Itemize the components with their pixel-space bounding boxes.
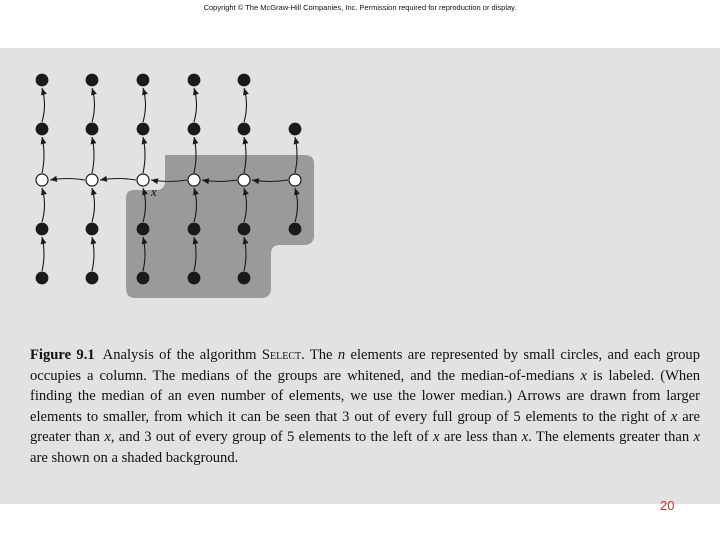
element-node	[86, 272, 98, 284]
element-node	[188, 272, 200, 284]
median-node	[36, 174, 48, 186]
caption-text: . The elements greater than	[528, 429, 694, 445]
element-node	[289, 123, 301, 135]
element-node	[36, 74, 48, 86]
element-node	[86, 123, 98, 135]
median-node	[188, 174, 200, 186]
median-node	[137, 174, 149, 186]
element-node	[238, 123, 250, 135]
element-node	[137, 223, 149, 235]
element-node	[289, 223, 301, 235]
caption-variable: n	[337, 347, 346, 363]
caption-text: are greater than	[30, 408, 701, 445]
arrow	[143, 88, 146, 122]
median-node	[86, 174, 98, 186]
element-node	[188, 74, 200, 86]
arrow	[42, 237, 44, 271]
arrow	[42, 88, 45, 122]
caption-variable: x	[433, 429, 440, 445]
arrow	[42, 137, 44, 173]
element-node	[36, 223, 48, 235]
element-node	[137, 123, 149, 135]
element-node	[238, 272, 250, 284]
arrow	[92, 188, 95, 222]
element-node	[36, 123, 48, 135]
element-node	[188, 223, 200, 235]
element-node	[86, 74, 98, 86]
arrow	[100, 179, 136, 181]
element-node	[86, 223, 98, 235]
element-node	[36, 272, 48, 284]
caption-text: elements are represented by small circles, and each group occupies a column. The medians of the groups are whitened, and the median-of-medians	[30, 347, 701, 384]
caption-text: are shown on a shaded background.	[30, 449, 239, 466]
arrow	[92, 88, 95, 122]
element-node	[238, 223, 250, 235]
arrow	[244, 88, 247, 122]
copyright-notice: Copyright © The McGraw-Hill Companies, Inc. Permission required for reproduction or display.	[203, 3, 517, 12]
arrow	[194, 88, 197, 122]
element-node	[238, 74, 250, 86]
caption-variable: x	[670, 408, 678, 425]
arrow	[92, 137, 94, 173]
caption-variable: x	[521, 429, 529, 445]
median-node	[238, 174, 250, 186]
page-number: 20	[660, 498, 675, 513]
element-node	[188, 123, 200, 135]
median-node	[289, 174, 301, 186]
caption-text: , and 3 out of every group of 5 elements to the left of	[110, 429, 434, 445]
element-node	[137, 272, 149, 284]
caption-variable: x	[580, 367, 587, 384]
median-of-medians-label: x	[151, 184, 157, 199]
arrow	[143, 137, 145, 173]
arrow	[50, 179, 85, 181]
figure-caption	[30, 345, 700, 468]
caption-text: is labeled. (When finding the median of an even number of elements, we use the lower median.) Arrows are drawn from larger elements to smaller, from which it can be seen that 3 out of every full group of 5 elements to the right of	[30, 367, 701, 425]
shaded-region	[126, 155, 314, 298]
caption-text: are less than	[439, 429, 522, 445]
caption-variable: x	[693, 429, 700, 445]
caption-text: Analysis of the algorithm	[102, 347, 262, 363]
algorithm-name: Select	[261, 347, 302, 363]
element-node	[137, 74, 149, 86]
figure-label: Figure 9.1	[30, 347, 95, 363]
arrow	[42, 188, 45, 222]
caption-text: . The	[301, 347, 338, 363]
arrow	[92, 237, 94, 271]
caption-variable: x	[104, 429, 111, 445]
